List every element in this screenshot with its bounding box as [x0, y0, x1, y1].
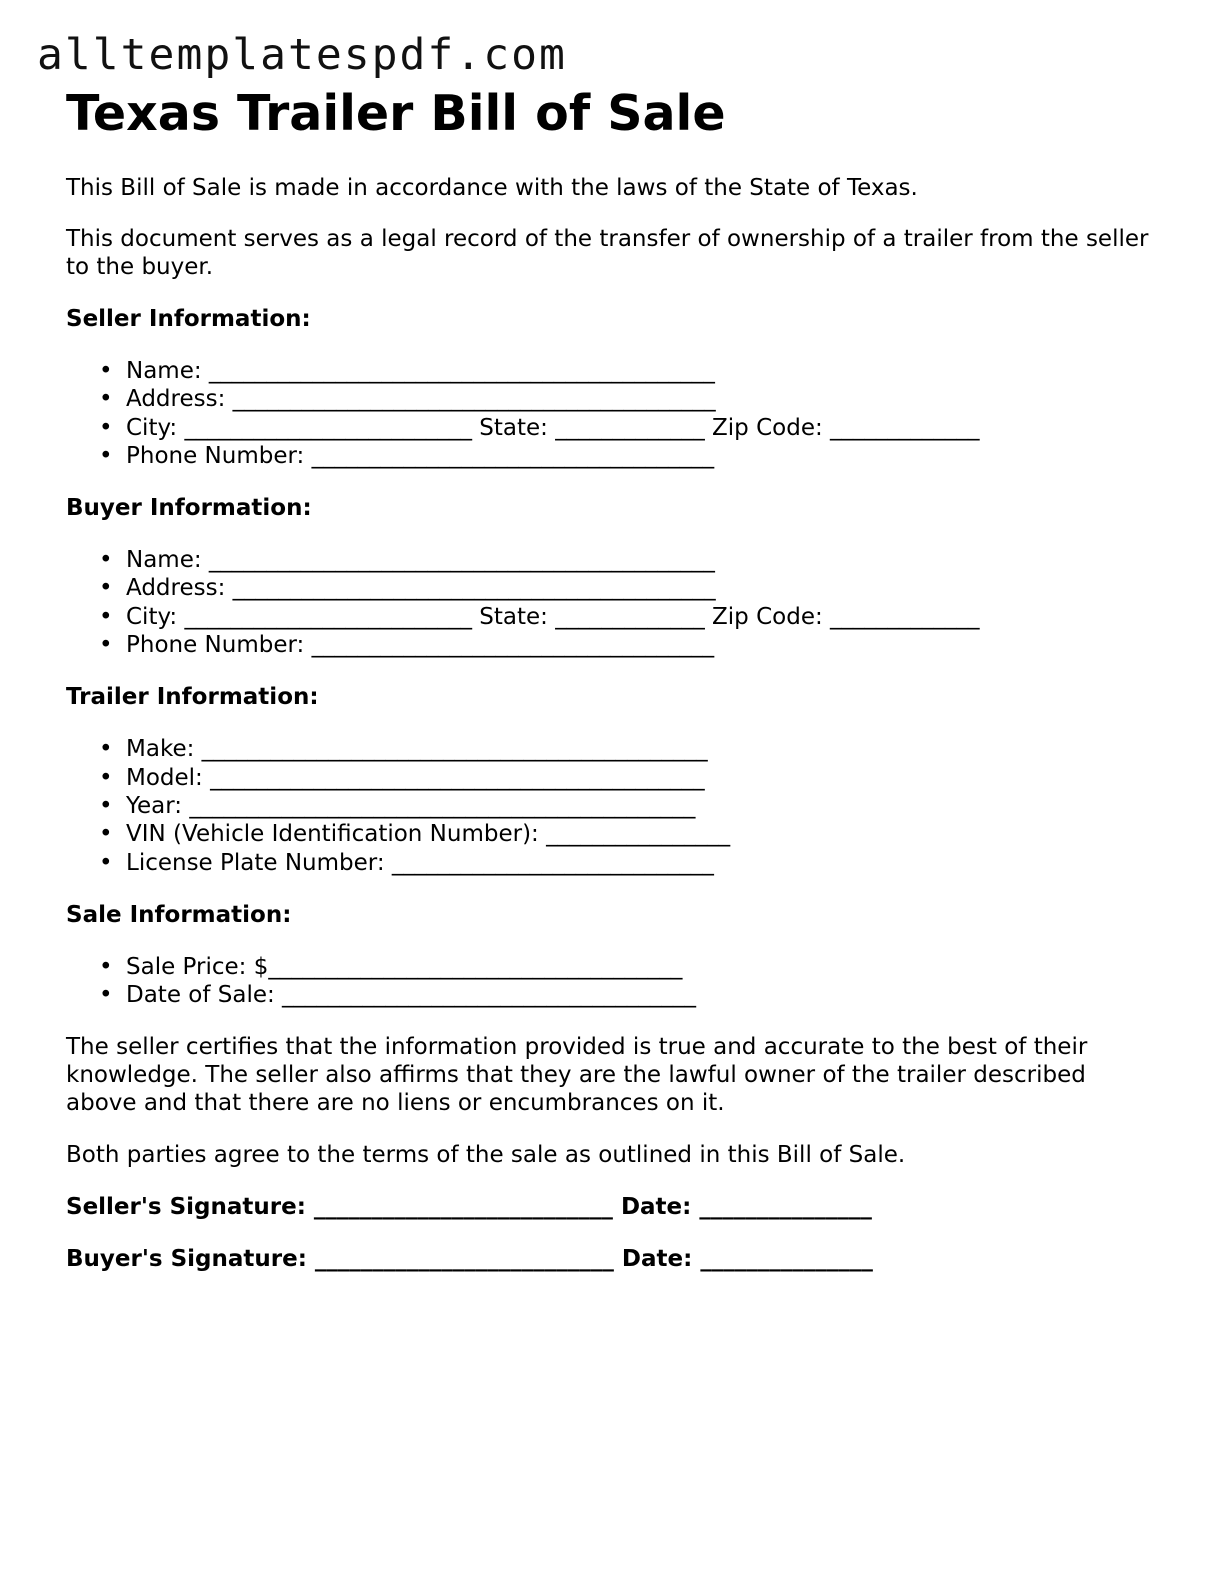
seller-section-heading: Seller Information:	[66, 306, 311, 332]
watermark-text: alltemplatespdf.com	[37, 30, 567, 80]
seller-city-state-zip-field[interactable]: • City: _________________________ State: _____________ Zip Code: _____________	[126, 414, 1156, 442]
trailer-license-plate-field[interactable]: • License Plate Number: ____________________________	[126, 849, 1156, 877]
agreement-paragraph: Both parties agree to the terms of the sale as outlined in this Bill of Sale.	[66, 1142, 906, 1169]
trailer-field-list	[66, 735, 1156, 876]
trailer-section-heading: Trailer Information:	[66, 684, 319, 711]
sale-date-field[interactable]: • Date of Sale: ____________________________________	[126, 981, 1156, 1009]
seller-field-list	[66, 357, 1156, 470]
intro-paragraph-2: This document serves as a legal record of the transfer of ownership of a trailer from the seller to the buyer.	[66, 226, 1149, 280]
document-page	[66, 84, 1156, 1273]
seller-name-field[interactable]: • Name: ____________________________________________	[126, 357, 1156, 385]
certification-paragraph: The seller certifies that the information provided is true and accurate to the best of their knowledge. The seller also affirms that they are the lawful owner of the trailer described above and that there are no liens or encumbrances on it.	[66, 1034, 1088, 1117]
buyer-city-state-zip-field[interactable]: • City: _________________________ State: _____________ Zip Code: _____________	[126, 603, 1156, 631]
buyer-section-heading: Buyer Information:	[66, 495, 312, 522]
buyer-address-field[interactable]: • Address: __________________________________________	[126, 574, 1156, 602]
trailer-model-field[interactable]: • Model: ___________________________________________	[126, 764, 1156, 792]
sale-field-list	[66, 953, 1156, 1010]
trailer-make-field[interactable]: • Make: ____________________________________________	[126, 735, 1156, 763]
buyer-field-list	[66, 546, 1156, 659]
buyer-signature-line[interactable]: Buyer's Signature: __________________________ Date: _______________	[66, 1246, 873, 1273]
buyer-phone-field[interactable]: • Phone Number: ___________________________________	[126, 631, 1156, 659]
trailer-year-field[interactable]: • Year: ____________________________________________	[126, 792, 1156, 820]
sale-section-heading: Sale Information:	[66, 901, 292, 928]
seller-address-field[interactable]: • Address: __________________________________________	[126, 385, 1156, 413]
trailer-vin-field[interactable]: • VIN (Vehicle Identification Number): ________________	[126, 820, 1156, 848]
seller-phone-field[interactable]: • Phone Number: ___________________________________	[126, 442, 1156, 470]
sale-price-field[interactable]: • Sale Price: $____________________________________	[126, 953, 1156, 981]
document-title: Texas Trailer Bill of Sale	[66, 85, 726, 142]
seller-signature-line[interactable]: Seller's Signature: __________________________ Date: _______________	[66, 1194, 872, 1221]
buyer-name-field[interactable]: • Name: ____________________________________________	[126, 546, 1156, 574]
intro-paragraph-1: This Bill of Sale is made in accordance with the laws of the State of Texas.	[66, 175, 918, 201]
